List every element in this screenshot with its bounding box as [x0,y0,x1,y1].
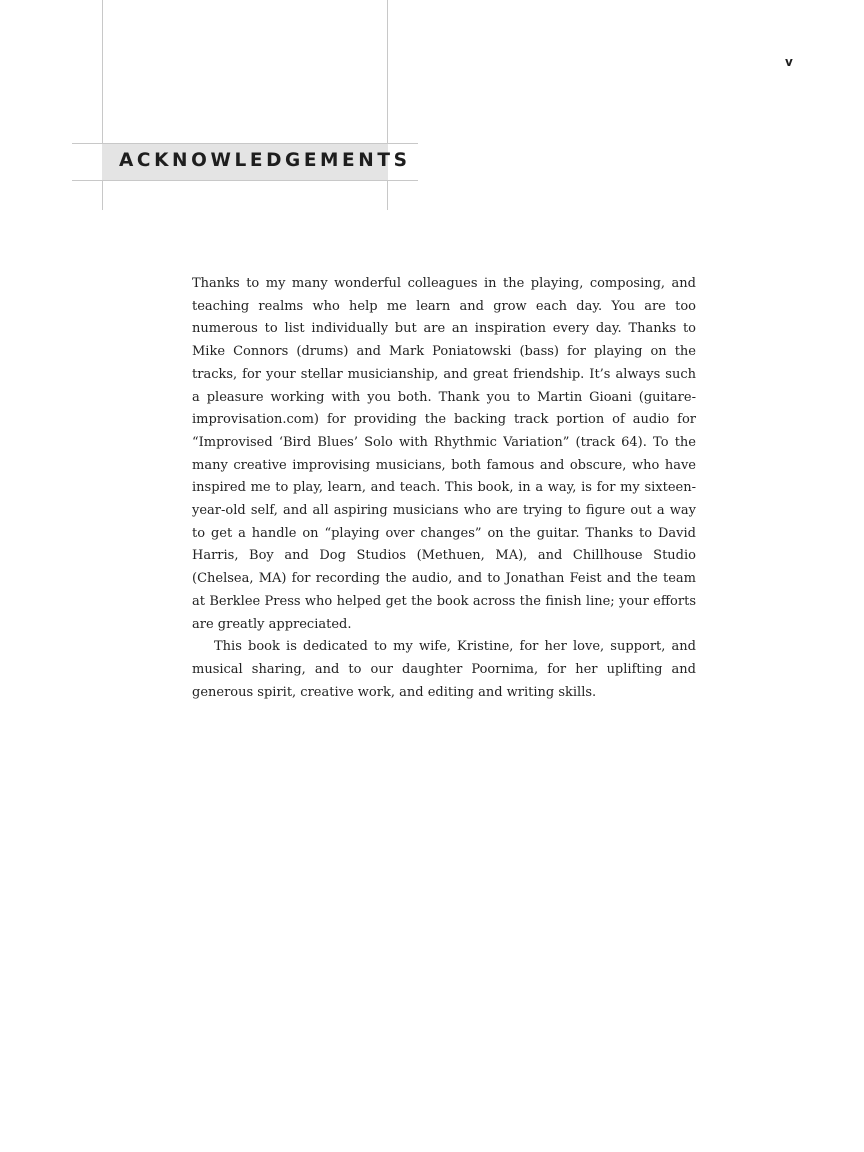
heading-rule-bottom [72,180,418,181]
page-number: v [785,55,793,69]
paragraph-acknowledgements: Thanks to my many wonderful colleagues in the playing, composing, and teaching realms who help me learn and grow each day. You are too numerous to list individually but are an inspiration every day. Thanks to Mike Connors (drums) and Mark Poniatowski (bass) for playing on the tracks, for your stellar musicianship, and great friendship. It’s always such a pleasure working with you both. Thank you to Martin Gioani (guitare-improvisation.com) for providing the backing track portion of audio for “Improvised ‘Bird Blues’ Solo with Rhythmic Variation” (track 64). To the many creative improvising musicians, both famous and obscure, who have inspired me to play, learn, and teach. This book, in a way, is for my sixteen-year-old self, and all aspiring musicians who are trying to figure out a way to get a handle on “playing over changes” on the guitar. Thanks to David Harris, Boy and Dog Studios (Methuen, MA), and Chillhouse Studio (Chelsea, MA) for recording the audio, and to Jonathan Feist and the team at Berklee Press who helped get the book across the finish line; your efforts are greatly appreciated. [192,276,696,632]
body-text [192,273,696,704]
chapter-title: ACKNOWLEDGEMENTS [119,150,411,171]
paragraph-dedication: This book is dedicated to my wife, Kristine, for her love, support, and musical sharing, and to our daughter Poornima, for her uplifting and generous spirit, creative work, and editing and writing skills. [192,639,696,700]
heading-rule-top [72,143,418,144]
